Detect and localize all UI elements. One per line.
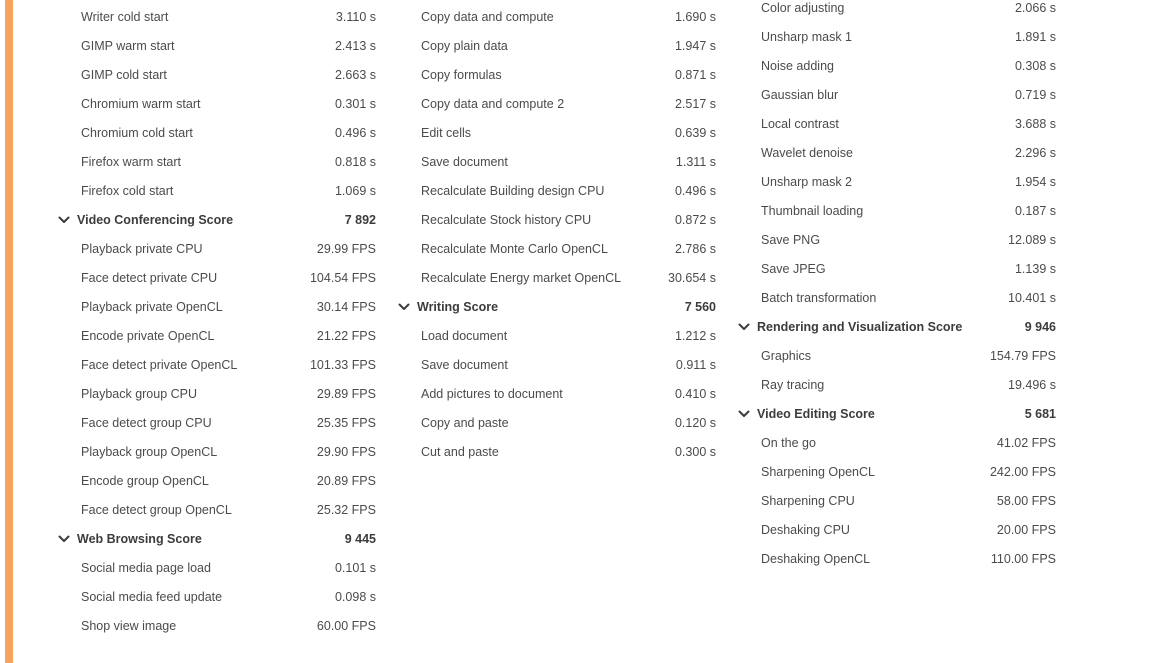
- result-row: [737, 0, 1056, 22]
- test-name: Ray tracing: [761, 377, 825, 392]
- test-name: Deshaking CPU: [761, 522, 850, 537]
- test-name: Social media page load: [81, 560, 211, 575]
- test-result: 25.32 FPS: [316, 502, 376, 517]
- result-row: [57, 60, 376, 89]
- test-name: Cut and paste: [421, 444, 499, 459]
- section-title-text: Writing Score: [417, 299, 499, 314]
- result-row: [57, 350, 376, 379]
- section-header[interactable]: [397, 292, 716, 321]
- result-row: [57, 118, 376, 147]
- test-result: 21.22 FPS: [316, 328, 376, 343]
- test-name: Load document: [421, 328, 508, 343]
- test-name: Recalculate Building design CPU: [421, 183, 605, 198]
- result-row: [737, 283, 1056, 312]
- result-row: [737, 457, 1056, 486]
- test-name: Unsharp mask 2: [761, 174, 853, 189]
- test-name: Thumbnail loading: [761, 203, 864, 218]
- test-name: Firefox cold start: [81, 183, 174, 198]
- result-row: [57, 31, 376, 60]
- test-name: Local contrast: [761, 116, 839, 131]
- test-result: 12.089 s: [1008, 232, 1056, 247]
- test-name: Social media feed update: [81, 589, 223, 604]
- test-result: 25.35 FPS: [316, 415, 376, 430]
- test-result: 1.947 s: [674, 38, 716, 53]
- result-row: [57, 553, 376, 582]
- test-name: Chromium cold start: [81, 125, 193, 140]
- test-result: 0.120 s: [674, 415, 716, 430]
- test-result: 30.654 s: [668, 270, 716, 285]
- result-row: [57, 582, 376, 611]
- test-result: 0.639 s: [674, 125, 716, 140]
- section-title-text: Rendering and Visualization Score: [757, 319, 963, 334]
- test-result: 3.688 s: [1014, 116, 1056, 131]
- section-title-text: Video Editing Score: [757, 406, 875, 421]
- section-title-text: Web Browsing Score: [77, 531, 202, 546]
- result-row: [57, 234, 376, 263]
- test-name: Noise adding: [761, 58, 834, 73]
- test-name: Unsharp mask 1: [761, 29, 853, 44]
- test-result: 242.00 FPS: [989, 464, 1056, 479]
- section-title-text: Video Conferencing Score: [77, 212, 234, 227]
- result-row: [737, 486, 1056, 515]
- result-row: [737, 544, 1056, 573]
- chevron-down-icon[interactable]: [57, 213, 71, 227]
- test-name: Playback group OpenCL: [81, 444, 218, 459]
- test-result: 0.871 s: [674, 67, 716, 82]
- test-result: 0.719 s: [1014, 87, 1056, 102]
- chevron-down-icon[interactable]: [737, 407, 751, 421]
- test-name: Save JPEG: [761, 261, 826, 276]
- result-row: [397, 234, 716, 263]
- test-result: 10.401 s: [1008, 290, 1056, 305]
- test-name: Playback group CPU: [81, 386, 198, 401]
- test-result: 58.00 FPS: [996, 493, 1056, 508]
- result-row: [397, 350, 716, 379]
- result-row: [737, 428, 1056, 457]
- test-name: Save PNG: [761, 232, 821, 247]
- test-result: 2.786 s: [674, 241, 716, 256]
- test-result: 2.663 s: [334, 67, 376, 82]
- test-result: 1.069 s: [334, 183, 376, 198]
- test-result: 0.911 s: [675, 357, 716, 372]
- test-name: Encode private OpenCL: [81, 328, 215, 343]
- test-name: Wavelet denoise: [761, 145, 853, 160]
- result-row: [737, 80, 1056, 109]
- test-name: Graphics: [761, 348, 812, 363]
- result-row: [397, 147, 716, 176]
- test-name: Face detect private OpenCL: [81, 357, 238, 372]
- test-result: 2.296 s: [1014, 145, 1056, 160]
- result-row: [57, 495, 376, 524]
- test-name: Writer cold start: [81, 9, 169, 24]
- result-row: [397, 2, 716, 31]
- test-name: Deshaking OpenCL: [761, 551, 871, 566]
- section-title: [57, 532, 202, 546]
- accent-bar: [5, 0, 13, 663]
- test-result: 20.89 FPS: [316, 473, 376, 488]
- result-row: [57, 147, 376, 176]
- result-row: [737, 109, 1056, 138]
- section-score: 5 681: [1024, 406, 1056, 421]
- test-result: 1.311 s: [675, 154, 716, 169]
- test-result: 1.212 s: [674, 328, 716, 343]
- test-result: 3.110 s: [335, 9, 376, 24]
- test-result: 1.139 s: [1014, 261, 1056, 276]
- test-result: 0.496 s: [674, 183, 716, 198]
- test-result: 1.954 s: [1014, 174, 1056, 189]
- test-name: Encode group OpenCL: [81, 473, 209, 488]
- test-name: Firefox warm start: [81, 154, 182, 169]
- result-row: [397, 437, 716, 466]
- section-score: 7 560: [684, 299, 716, 314]
- test-result: 20.00 FPS: [996, 522, 1056, 537]
- section-score: 7 892: [344, 212, 376, 227]
- result-row: [57, 466, 376, 495]
- test-result: 29.90 FPS: [316, 444, 376, 459]
- chevron-down-icon[interactable]: [57, 532, 71, 546]
- result-row: [397, 205, 716, 234]
- section-score: 9 445: [344, 531, 376, 546]
- test-result: 0.818 s: [334, 154, 376, 169]
- result-row: [57, 437, 376, 466]
- result-row: [737, 225, 1056, 254]
- test-result: 0.101 s: [334, 560, 376, 575]
- test-name: On the go: [761, 435, 816, 450]
- result-row: [737, 254, 1056, 283]
- result-row: [397, 176, 716, 205]
- section-header[interactable]: [737, 312, 1056, 341]
- test-name: Copy plain data: [421, 38, 508, 53]
- result-row: [737, 22, 1056, 51]
- test-result: 110.00 FPS: [990, 551, 1056, 566]
- section-score: 9 946: [1024, 319, 1056, 334]
- result-row: [57, 2, 376, 31]
- test-result: 29.99 FPS: [316, 241, 376, 256]
- test-name: Recalculate Energy market OpenCL: [421, 270, 622, 285]
- test-result: 0.301 s: [334, 96, 376, 111]
- result-row: [397, 379, 716, 408]
- section-title: [737, 407, 875, 421]
- test-name: Gaussian blur: [761, 87, 839, 102]
- result-row: [737, 515, 1056, 544]
- section-header[interactable]: [57, 524, 376, 553]
- test-result: 0.300 s: [674, 444, 716, 459]
- test-name: Face detect private CPU: [81, 270, 218, 285]
- test-result: 0.098 s: [334, 589, 376, 604]
- test-name: Copy data and compute: [421, 9, 554, 24]
- result-row: [397, 31, 716, 60]
- test-name: Shop view image: [81, 618, 177, 633]
- test-name: Batch transformation: [761, 290, 877, 305]
- result-row: [57, 292, 376, 321]
- test-name: Copy and paste: [421, 415, 509, 430]
- result-row: [57, 321, 376, 350]
- section-header[interactable]: [57, 205, 376, 234]
- test-result: 2.517 s: [674, 96, 716, 111]
- result-row: [737, 138, 1056, 167]
- test-name: GIMP cold start: [81, 67, 167, 82]
- test-name: Sharpening CPU: [761, 493, 855, 508]
- result-row: [57, 379, 376, 408]
- result-row: [397, 408, 716, 437]
- section-title: [737, 320, 962, 334]
- result-row: [737, 167, 1056, 196]
- test-name: Save document: [421, 357, 508, 372]
- test-name: Chromium warm start: [81, 96, 201, 111]
- result-row: [397, 60, 716, 89]
- test-name: Face detect group CPU: [81, 415, 212, 430]
- result-row: [57, 408, 376, 437]
- test-name: Recalculate Monte Carlo OpenCL: [421, 241, 608, 256]
- test-name: Copy formulas: [421, 67, 502, 82]
- test-name: Color adjusting: [761, 0, 845, 15]
- test-result: 1.891 s: [1014, 29, 1056, 44]
- result-row: [737, 370, 1056, 399]
- test-result: 1.690 s: [674, 9, 716, 24]
- test-result: 30.14 FPS: [316, 299, 376, 314]
- test-result: 2.066 s: [1014, 0, 1056, 15]
- test-result: 2.413 s: [334, 38, 376, 53]
- result-row: [397, 89, 716, 118]
- result-row: [397, 118, 716, 147]
- test-result: 0.308 s: [1014, 58, 1056, 73]
- test-name: Copy data and compute 2: [421, 96, 565, 111]
- test-name: GIMP warm start: [81, 38, 175, 53]
- test-result: 0.187 s: [1014, 203, 1056, 218]
- test-result: 0.872 s: [674, 212, 716, 227]
- test-result: 60.00 FPS: [316, 618, 376, 633]
- result-row: [737, 341, 1056, 370]
- result-row: [397, 263, 716, 292]
- section-header[interactable]: [737, 399, 1056, 428]
- test-result: 41.02 FPS: [996, 435, 1056, 450]
- test-result: 0.410 s: [674, 386, 716, 401]
- section-title: [397, 300, 498, 314]
- chevron-down-icon[interactable]: [397, 300, 411, 314]
- test-result: 0.496 s: [334, 125, 376, 140]
- test-result: 104.54 FPS: [309, 270, 376, 285]
- result-row: [737, 196, 1056, 225]
- section-title: [57, 213, 233, 227]
- test-name: Playback private OpenCL: [81, 299, 223, 314]
- test-result: 101.33 FPS: [309, 357, 376, 372]
- test-result: 29.89 FPS: [316, 386, 376, 401]
- test-name: Save document: [421, 154, 508, 169]
- test-name: Face detect group OpenCL: [81, 502, 232, 517]
- test-name: Add pictures to document: [421, 386, 563, 401]
- result-row: [57, 176, 376, 205]
- result-row: [57, 263, 376, 292]
- test-result: 154.79 FPS: [989, 348, 1056, 363]
- chevron-down-icon[interactable]: [737, 320, 751, 334]
- result-row: [737, 51, 1056, 80]
- test-result: 19.496 s: [1008, 377, 1056, 392]
- test-name: Edit cells: [421, 125, 472, 140]
- test-name: Sharpening OpenCL: [761, 464, 875, 479]
- result-row: [57, 89, 376, 118]
- result-row: [57, 611, 376, 640]
- test-name: Playback private CPU: [81, 241, 203, 256]
- test-name: Recalculate Stock history CPU: [421, 212, 592, 227]
- result-row: [397, 321, 716, 350]
